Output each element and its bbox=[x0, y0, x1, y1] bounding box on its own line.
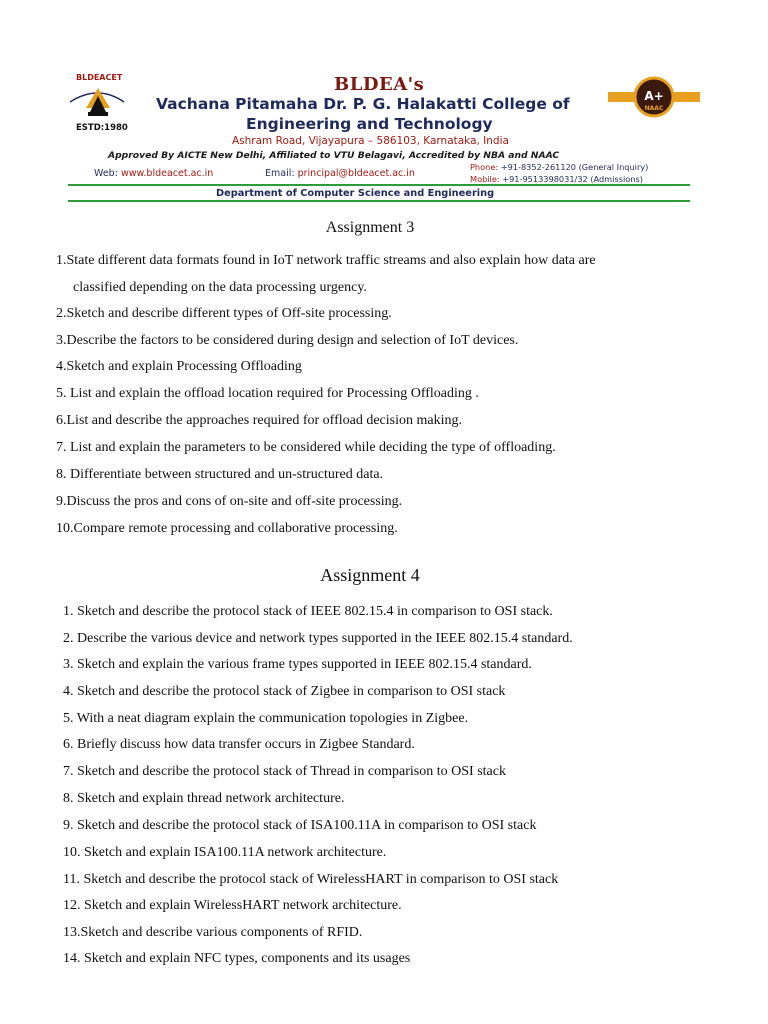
list-item: 8. Differentiate between structured and un-structured data. bbox=[56, 467, 384, 482]
badge-org: NAAC bbox=[644, 105, 664, 112]
list-item: 10.Compare remote processing and collaborative processing. bbox=[56, 521, 398, 536]
website-line bbox=[94, 168, 213, 179]
college-name-line2: Engineering and Technology bbox=[246, 115, 493, 133]
list-item: 1. Sketch and describe the protocol stack of IEEE 802.15.4 in comparison to OSI stack. bbox=[63, 604, 553, 619]
email-label: Email: bbox=[265, 168, 295, 179]
email-link[interactable]: principal@bldeacet.ac.in bbox=[297, 168, 415, 179]
web-label: Web: bbox=[94, 168, 118, 179]
list-item: 10. Sketch and explain ISA100.11A network architecture. bbox=[63, 845, 387, 860]
list-item: 9. Sketch and describe the protocol stack of ISA100.11A in comparison to OSI stack bbox=[63, 818, 537, 833]
list-item: 3. Sketch and explain the various frame types supported in IEEE 802.15.4 standard. bbox=[63, 657, 532, 672]
list-item: 1.State different data formats found in IoT network traffic streams and also explain how data are bbox=[56, 253, 596, 268]
naac-badge-icon bbox=[608, 76, 700, 122]
mobile-label: Mobile: bbox=[470, 174, 500, 184]
assignment-3-title: Assignment 3 bbox=[325, 219, 415, 236]
phone-number: +91-8352-261120 (General Inquiry) bbox=[500, 162, 649, 172]
list-item: 5. With a neat diagram explain the communication topologies in Zigbee. bbox=[63, 711, 469, 726]
approval-statement: Approved By AICTE New Delhi, Affiliated to VTU Belagavi, Accredited by NBA and NAAC bbox=[108, 150, 560, 161]
email-line bbox=[265, 168, 415, 179]
list-item: 4.Sketch and explain Processing Offloading bbox=[56, 359, 302, 374]
list-item: 4. Sketch and describe the protocol stack of Zigbee in comparison to OSI stack bbox=[63, 684, 506, 699]
list-item: 7. List and explain the parameters to be considered while deciding the type of offloading. bbox=[56, 440, 556, 455]
estd-text: ESTD:1980 bbox=[76, 123, 128, 133]
college-name-line1: Vachana Pitamaha Dr. P. G. Halakatti College of bbox=[156, 95, 570, 113]
college-address: Ashram Road, Vijayapura – 586103, Karnataka, India bbox=[232, 135, 509, 147]
list-item: 2.Sketch and describe different types of Off-site processing. bbox=[56, 306, 392, 321]
list-item: 5. List and explain the offload location required for Processing Offloading . bbox=[56, 386, 479, 401]
department-name: Department of Computer Science and Engineering bbox=[216, 188, 495, 199]
list-item: 14. Sketch and explain NFC types, components and its usages bbox=[63, 951, 411, 966]
list-item: classified depending on the data processing urgency. bbox=[73, 280, 367, 295]
logo-text: BLDEACET bbox=[76, 73, 123, 82]
list-item: 7. Sketch and describe the protocol stack of Thread in comparison to OSI stack bbox=[63, 764, 506, 779]
assignment-4-title: Assignment 4 bbox=[320, 565, 420, 585]
list-item: 8. Sketch and explain thread network architecture. bbox=[63, 791, 345, 806]
college-logo-icon bbox=[68, 72, 154, 134]
list-item: 6. Briefly discuss how data transfer occurs in Zigbee Standard. bbox=[63, 737, 415, 752]
mobile-number: +91-9513398031/32 (Admissions) bbox=[502, 174, 643, 184]
list-item: 12. Sketch and explain WirelessHART network architecture. bbox=[63, 898, 402, 913]
mobile-line bbox=[470, 174, 643, 184]
badge-grade: A+ bbox=[644, 89, 664, 103]
list-item: 2. Describe the various device and network types supported in the IEEE 802.15.4 standard. bbox=[63, 631, 573, 646]
list-item: 11. Sketch and describe the protocol stack of WirelessHART in comparison to OSI stack bbox=[63, 872, 559, 887]
header-rule-bottom bbox=[68, 200, 690, 202]
list-item: 9.Discuss the pros and cons of on-site and off-site processing. bbox=[56, 494, 403, 509]
list-item: 13.Sketch and describe various components of RFID. bbox=[63, 925, 363, 940]
list-item: 3.Describe the factors to be considered during design and selection of IoT devices. bbox=[56, 333, 519, 348]
phone-label: Phone: bbox=[470, 162, 499, 172]
website-link[interactable]: www.bldeacet.ac.in bbox=[120, 168, 214, 179]
institution-name: BLDEA's bbox=[334, 74, 425, 95]
phone-line bbox=[470, 162, 648, 172]
list-item: 6.List and describe the approaches required for offload decision making. bbox=[56, 413, 462, 428]
header-rule-top bbox=[68, 184, 690, 186]
